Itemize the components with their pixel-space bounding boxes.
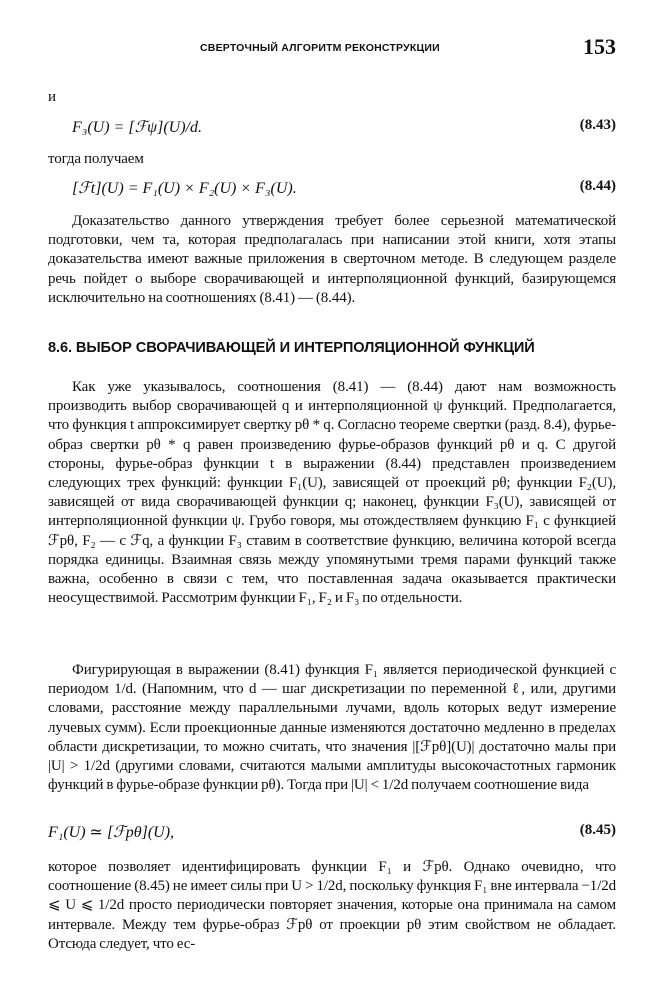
paragraph-choice: Как уже указывалось, соотношения (8.41) — (8.44) дают нам возможность производить выбор сворачивающей q и интерполяционной ψ функций. Предполагается, что функция t аппроксимирует свертку pθ * q. Согласно теореме свертки (разд. 8.4), фурье-образ свертки pθ * q равен произведению фурье-образов функций pθ и q. С другой стороны, фурье-образ функции t в выражении (8.44) представлен произведением следующих трех функций: функции F₁(U), зависящей от проекций pθ; функции F₂(U), зависящей от вида сворачивающей функции q; наконец, функции F₃(U), зависящей от интерполяционной функции ψ. Грубо говоря, мы отождествляем функцию F₁ с функцией ℱpθ, F₂ — с ℱq, а функции F₃ ставим в соответствие функцию, величина которой всегда порядка единицы. Взаимная связь между упомянутыми тремя парами функций также важна, особенно в связи с тем, что поставленная задача оказывается практически неосуществимой. Рассмотрим функции F₁, F₂ и F₃ по отдельности. [48,379,616,607]
conjunction-and: и [48,89,56,105]
equation-8-44-formula: [ℱt](U) = F₁(U) × F₂(U) × F₃(U). [72,180,297,197]
equation-8-43 [72,117,616,141]
equation-8-44-number: (8.44) [579,178,616,194]
paragraph-periodic: Фигурирующая в выражении (8.41) функция F₁ является периодической функцией с периодом 1/d. (Напомним, что d — шаг дискретизации по переменной ℓ, или, другими словами, расстояние между параллельными лучами, вдоль которых ведут измерение лучевых сумм). Если проекционные данные изменяются достаточно медленно в пределах области дискретизации, то можно считать, что значения |[ℱpθ](U)| достаточно малы при |U| > 1/2d (другими словами, считаются малыми амплитуды высокочастотных гармоник функций в фурье-образе функции pθ). Тогда при |U| < 1/2d получаем соотношение вида [48,662,616,794]
then-we-get-text: тогда получаем [48,151,144,167]
equation-8-44 [72,178,616,202]
running-title: СВЕРТОЧНЫЙ АЛГОРИТМ РЕКОНСТРУКЦИИ [200,42,440,54]
equation-8-43-formula: F₃(U) = [ℱψ](U)/d. [72,119,202,136]
equation-8-45 [48,822,616,846]
equation-8-43-number: (8.43) [579,117,616,133]
equation-8-45-formula: F₁(U) ≃ [ℱpθ](U), [48,824,175,841]
running-head [0,34,666,64]
paragraph-proof: Доказательство данного утверждения требует более серьезной математической подготовки, чем та, которая предполагалась при написании этой книги, хотя этапы доказательства имеют важные приложения в сверточном методе. В следующем разделе речь пойдет о выборе сворачивающей и интерполяционной функций, базирующемся исключительно на соотношениях (8.41) — (8.44). [48,213,616,306]
equation-8-45-number: (8.45) [579,822,616,838]
paragraph-final: которое позволяет идентифицировать функции F₁ и ℱpθ. Однако очевидно, что соотношение (8.45) не имеет силы при U > 1/2d, поскольку функция F₁ вне интервала −1/2d ⩽ U ⩽ 1/2d просто периодически повторяет значения, которые она принимала на самом интервале. Между тем фурье-образ ℱpθ от проекции pθ этим свойством не обладает. Отсюда следует, что ес- [48,859,616,952]
section-heading: 8.6. ВЫБОР СВОРАЧИВАЮЩЕЙ И ИНТЕРПОЛЯЦИОННОЙ ФУНКЦИЙ [48,340,535,356]
page-number: 153 [583,34,616,59]
